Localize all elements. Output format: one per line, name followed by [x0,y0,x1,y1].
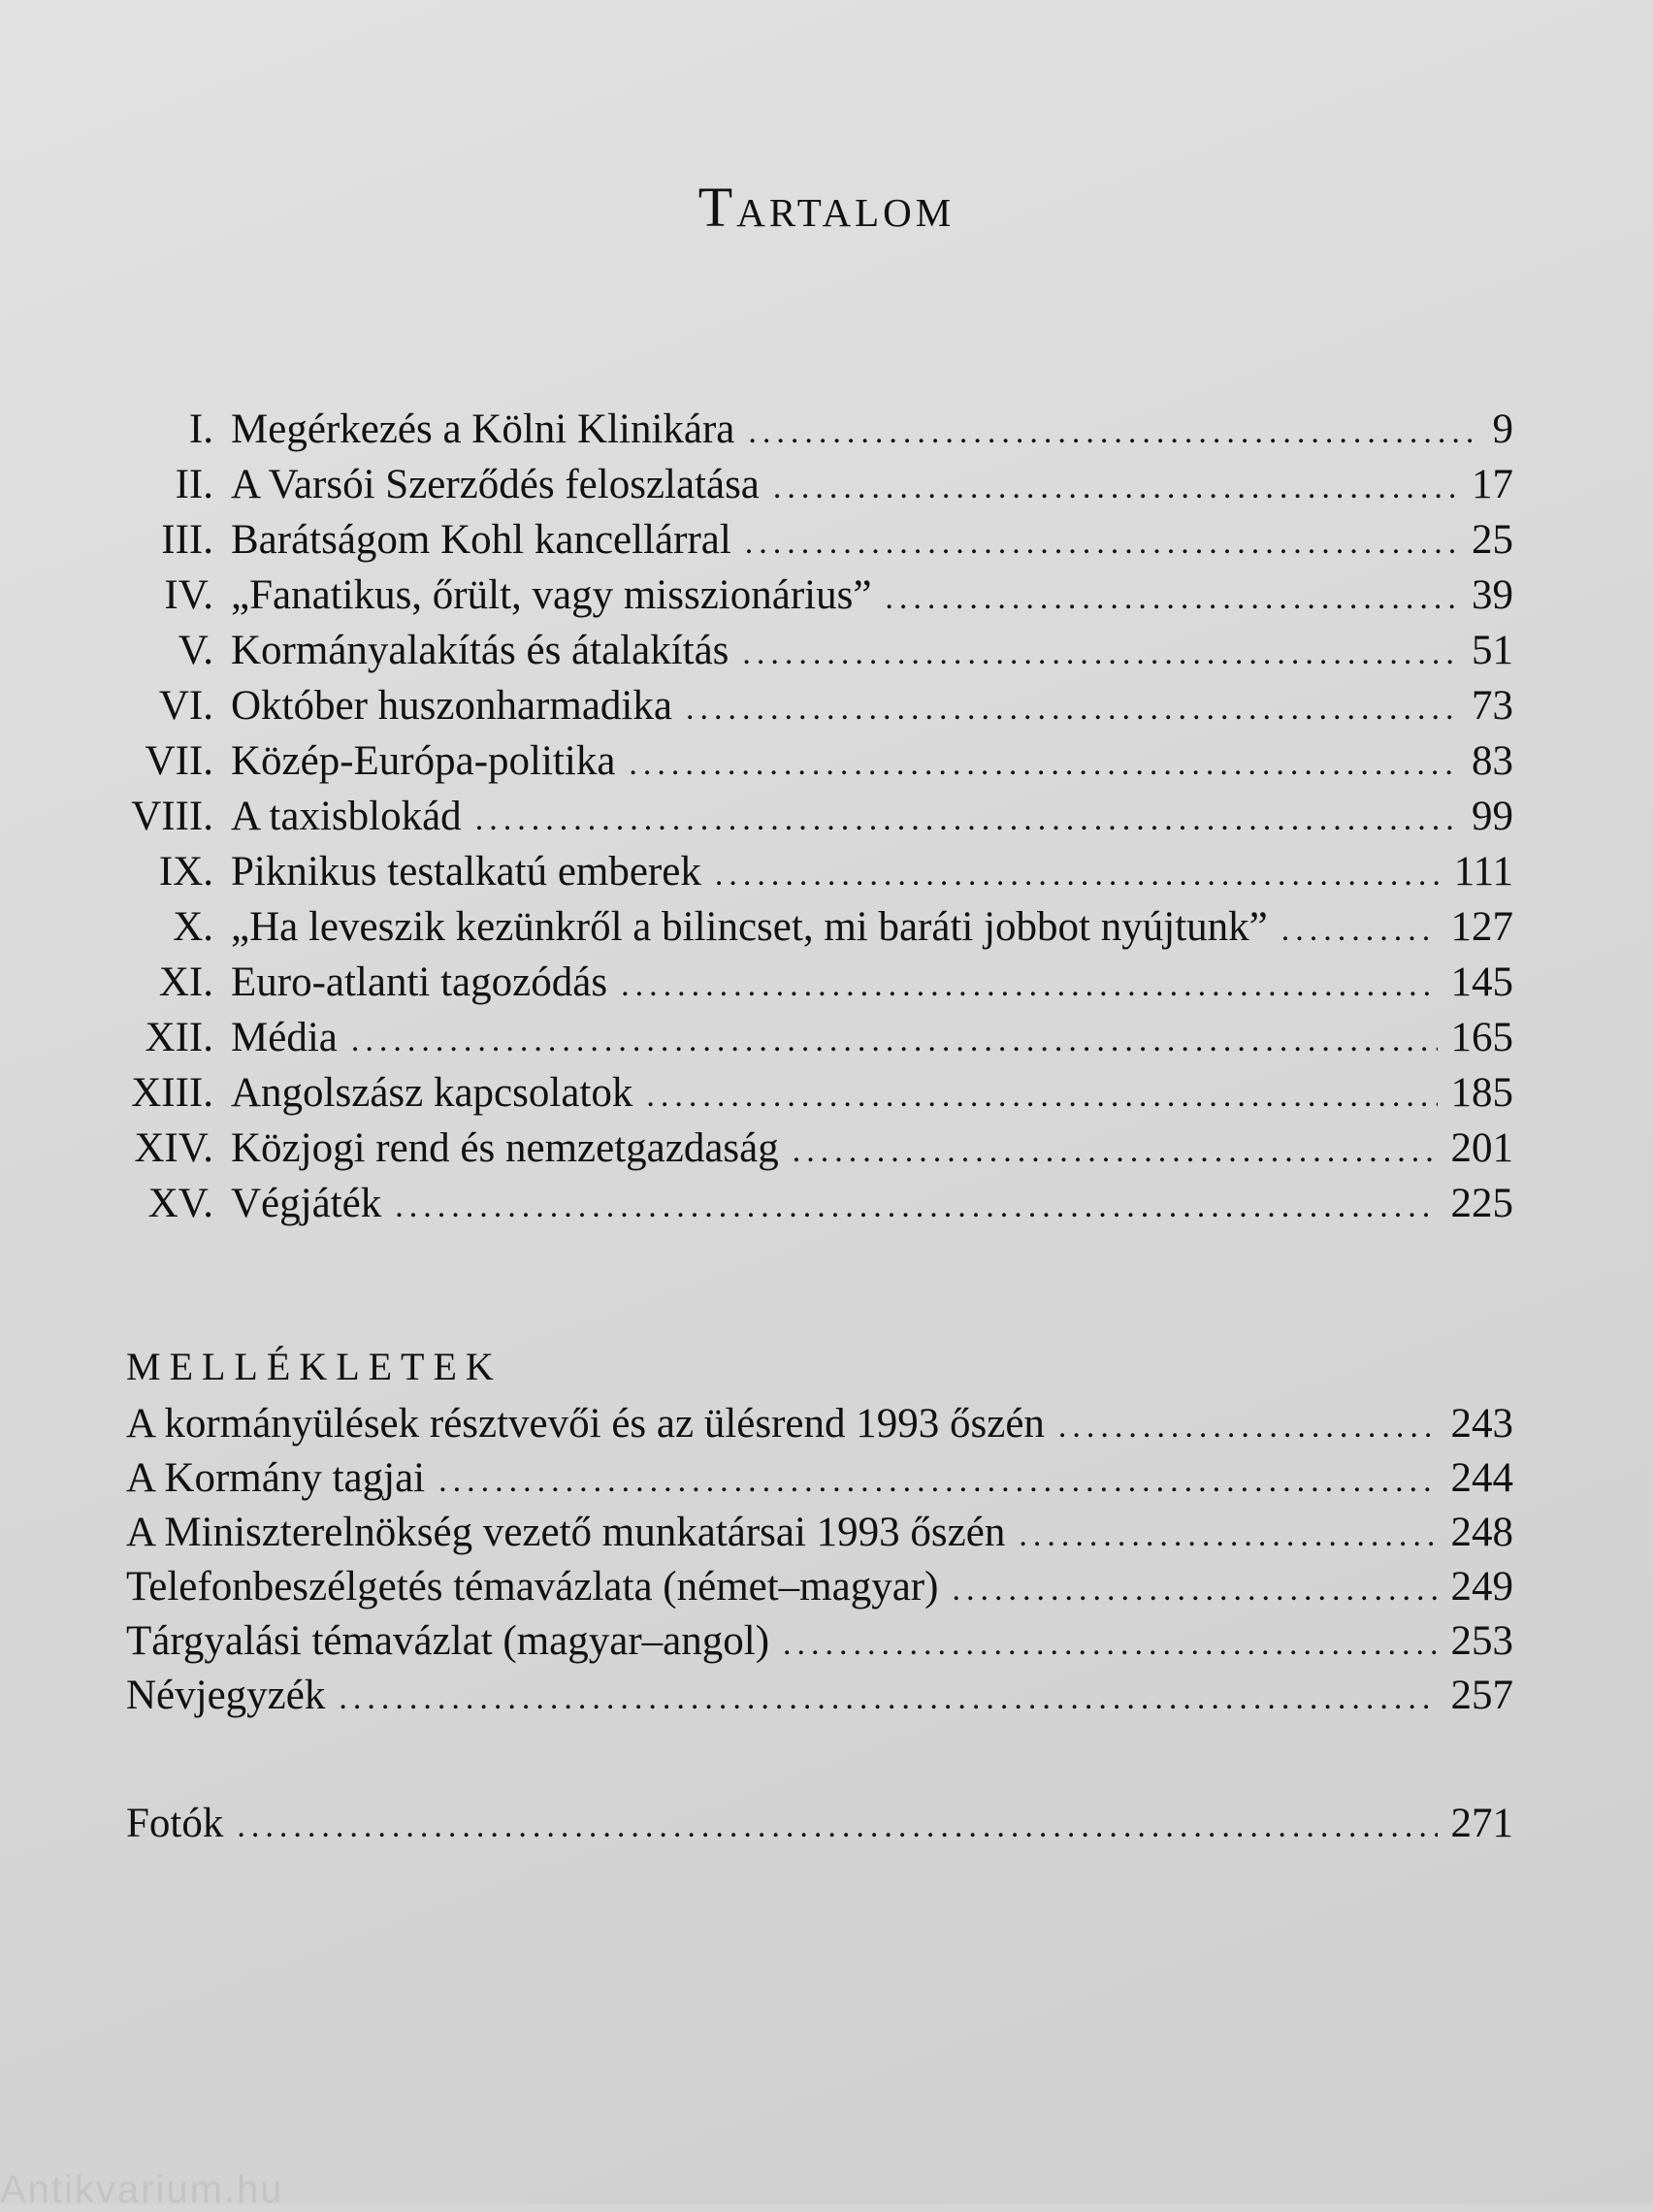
appendix-title: Névjegyzék [126,1673,326,1718]
chapter-title: Angolszász kapcsolatok [231,1070,633,1116]
dot-leader [742,627,1458,681]
chapter-title: „Ha leveszik kezünkről a bilincset, mi baráti jobbot nyújtunk” [231,904,1268,950]
page-number: 253 [1450,1618,1513,1664]
toc-entry [116,790,1513,844]
dot-leader [646,1069,1437,1123]
chapter-number: XII. [145,1015,213,1060]
dot-leader [395,1180,1437,1234]
page-number: 225 [1450,1181,1513,1226]
appendix-entry [126,1451,1513,1506]
chapter-number: III. [161,517,213,563]
chapter-title: Barátságom Kohl kancellárral [231,517,731,563]
chapter-title: Közjogi rend és nemzetgazdaság [231,1125,779,1171]
watermark: Antikvarium.hu [0,2168,284,2211]
dot-leader [793,1124,1438,1179]
toc-entry [116,624,1513,678]
page-number: 243 [1450,1401,1513,1447]
photos-entry [126,1797,1513,1851]
chapter-number: I. [188,407,213,452]
toc-entry [116,1066,1513,1121]
chapter-number: IV. [164,572,213,618]
appendix-entry [126,1560,1513,1614]
dot-leader [952,1563,1437,1617]
page-number: 201 [1450,1125,1513,1171]
chapter-number: XV. [147,1181,213,1226]
appendix-entry [126,1397,1513,1451]
chapter-title: Média [231,1015,338,1060]
toc-entry [116,569,1513,623]
chapter-number: XI. [158,960,213,1005]
chapter-title: Közép-Európa-politika [231,738,616,784]
dot-leader [475,793,1458,847]
page-number: 9 [1492,407,1513,452]
chapter-title: Piknikus testalkatú emberek [231,849,701,895]
page-number: 99 [1472,794,1513,839]
toc-entry [116,956,1513,1010]
photos-title: Fotók [126,1801,224,1846]
dot-leader [339,1672,1437,1726]
chapter-number: X. [173,904,213,950]
appendix-heading: MELLÉKLETEK [126,1345,502,1388]
page-number: 83 [1472,738,1513,784]
chapter-title: „Fanatikus, őrült, vagy misszionárius” [231,572,872,618]
chapter-title: A taxisblokád [231,794,462,839]
dot-leader [715,848,1441,902]
chapter-title: Megérkezés a Kölni Klinikára [231,407,735,452]
dot-leader [783,1617,1437,1672]
dot-leader [773,461,1458,515]
page-number: 248 [1450,1510,1513,1555]
toc-entry [116,403,1513,457]
chapter-title: A Varsói Szerződés feloszlatása [231,462,760,507]
toc-entry [116,1011,1513,1065]
appendix-entry [126,1506,1513,1560]
toc-entry [116,1177,1513,1231]
chapter-title: Kormányalakítás és átalakítás [231,628,729,673]
dot-leader [748,406,1478,460]
chapter-title: Euro-atlanti tagozódás [231,960,608,1005]
appendix-entry [126,1614,1513,1669]
page-number: 73 [1472,683,1513,729]
page-number: 39 [1472,572,1513,618]
page-number: 244 [1450,1455,1513,1501]
page-number: 127 [1450,904,1513,950]
dot-leader [745,516,1458,570]
chapter-number: II. [175,462,213,507]
toc-entry [116,900,1513,955]
chapter-number: XIII. [131,1070,213,1116]
appendix-entry [126,1669,1513,1723]
chapter-number: VII. [145,738,213,784]
chapter-title: Végjáték [231,1181,382,1226]
page-number: 51 [1472,628,1513,673]
dot-leader [686,682,1458,736]
chapter-number: VIII. [131,794,213,839]
page-number: 25 [1472,517,1513,563]
toc-entry [116,458,1513,512]
dot-leader [1019,1509,1437,1563]
chapter-title: Október huszonharmadika [231,683,672,729]
dot-leader [1058,1400,1438,1454]
dot-leader [351,1014,1438,1068]
appendix-title: A kormányülések résztvevői és az ülésrend 1993 őszén [126,1401,1045,1447]
toc-entry [116,513,1513,568]
dot-leader [1281,903,1438,958]
toc-entry [116,734,1513,789]
toc-entry [116,845,1513,899]
page-number: 145 [1450,960,1513,1005]
chapter-number: IX. [158,849,213,895]
page-number: 271 [1450,1801,1513,1846]
appendix-title: Tárgyalási témavázlat (magyar–angol) [126,1618,770,1664]
page-number: 257 [1450,1673,1513,1718]
chapter-number: XIV. [134,1125,213,1171]
dot-leader [237,1800,1437,1854]
page-number: 111 [1453,849,1513,895]
page-title: Tartalom [697,176,956,239]
dot-leader [885,571,1458,626]
chapter-number: VI. [158,683,213,729]
page-number: 17 [1472,462,1513,507]
page-number: 249 [1450,1564,1513,1610]
appendix-title: A Kormány tagjai [126,1455,426,1501]
dot-leader [621,959,1437,1013]
toc-entry [116,1122,1513,1176]
dot-leader [438,1454,1437,1509]
page-number: 185 [1450,1070,1513,1116]
page-number: 165 [1450,1015,1513,1060]
appendix-title: Telefonbeszélgetés témavázlata (német–magyar) [126,1564,939,1610]
toc-entry [116,679,1513,733]
chapter-number: V. [178,628,213,673]
appendix-title: A Miniszterelnökség vezető munkatársai 1993 őszén [126,1510,1006,1555]
dot-leader [629,737,1458,792]
